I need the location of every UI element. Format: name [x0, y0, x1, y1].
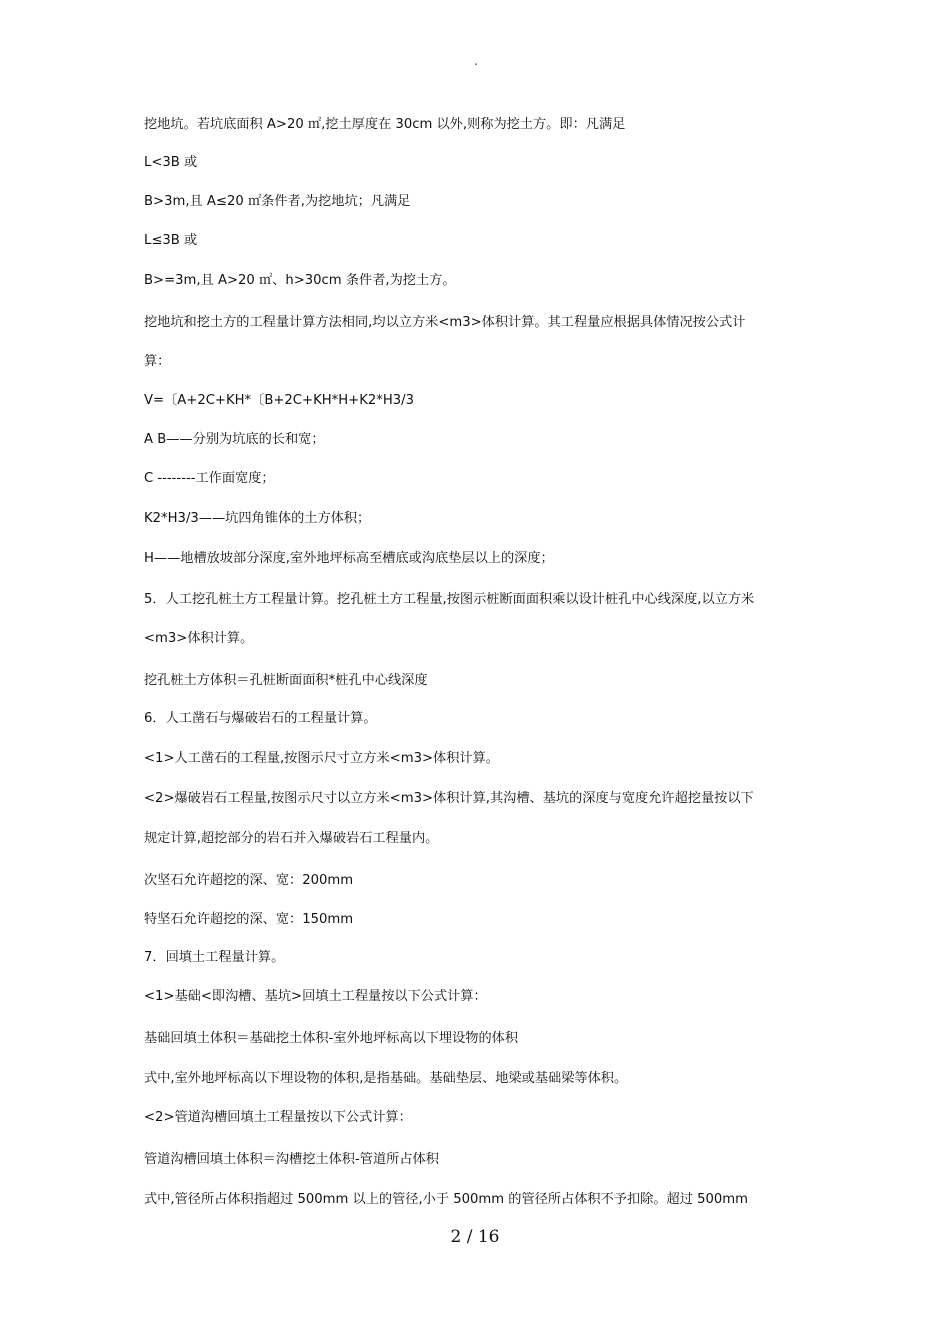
text-line: 挖孔桩土方体积＝孔桩断面面积*桩孔中心线深度: [144, 673, 428, 688]
text-line: <1>人工凿石的工程量,按图示尺寸立方米<m3>体积计算。: [144, 751, 499, 766]
text-line: C --------工作面宽度；: [144, 471, 275, 486]
text-line: 管道沟槽回填土体积＝沟槽挖土体积-管道所占体积: [144, 1152, 439, 1167]
text-line: 挖地坑。若坑底面积 A>20 ㎡,挖土厚度在 30cm 以外,则称为挖土方。即：凡满足: [144, 117, 626, 132]
text-line: <1>基础<即沟槽、基坑>回填土工程量按以下公式计算：: [144, 989, 487, 1004]
text-line: <m3>体积计算。: [144, 631, 254, 646]
text-line: L<3B 或: [144, 155, 198, 170]
text-line: 6．人工凿石与爆破岩石的工程量计算。: [144, 711, 377, 726]
text-line: A B——分别为坑底的长和宽；: [144, 432, 325, 447]
text-line: 基础回填土体积＝基础挖土体积-室外地坪标高以下埋设物的体积: [144, 1031, 519, 1046]
text-line: B>3m,且 A≤20 ㎡条件者,为挖地坑；凡满足: [144, 194, 411, 209]
text-line: 7．回填土工程量计算。: [144, 950, 285, 965]
text-line: 5．人工挖孔桩土方工程量计算。挖孔桩土方工程量,按图示桩断面面积乘以设计桩孔中心线深度,以立方米: [144, 592, 755, 607]
page-number: 2 / 16: [450, 1227, 500, 1247]
text-line: <2>管道沟槽回填土工程量按以下公式计算：: [144, 1110, 412, 1125]
text-line: <2>爆破岩石工程量,按图示尺寸以立方米<m3>体积计算,其沟槽、基坑的深度与宽度允许超挖量按以下: [144, 791, 754, 806]
text-line: V=〔A+2C+KH*〔B+2C+KH*H+K2*H3/3: [144, 393, 414, 408]
text-line: B>=3m,且 A>20 ㎡、h>30cm 条件者,为挖土方。: [144, 273, 456, 288]
text-line: K2*H3/3——坑四角锥体的土方体积；: [144, 511, 371, 526]
header-mark: .: [474, 54, 478, 68]
text-line: L≤3B 或: [144, 233, 198, 248]
text-line: H——地槽放坡部分深度,室外地坪标高至槽底或沟底垫层以上的深度；: [144, 551, 554, 566]
text-line: 次坚石允许超挖的深、宽：200mm: [144, 873, 354, 888]
text-line: 式中,管径所占体积指超过 500mm 以上的管径,小于 500mm 的管径所占体积不予扣除。超过 500mm: [144, 1192, 748, 1207]
text-line: 规定计算,超挖部分的岩石并入爆破岩石工程量内。: [144, 831, 439, 846]
text-line: 式中,室外地坪标高以下埋设物的体积,是指基础。基础垫层、地梁或基础梁等体积。: [144, 1071, 628, 1086]
text-line: 挖地坑和挖土方的工程量计算方法相同,均以立方米<m3>体积计算。其工程量应根据具体情况按公式计: [144, 315, 746, 330]
text-line: 特坚石允许超挖的深、宽：150mm: [144, 912, 354, 927]
text-line: 算：: [144, 354, 171, 369]
